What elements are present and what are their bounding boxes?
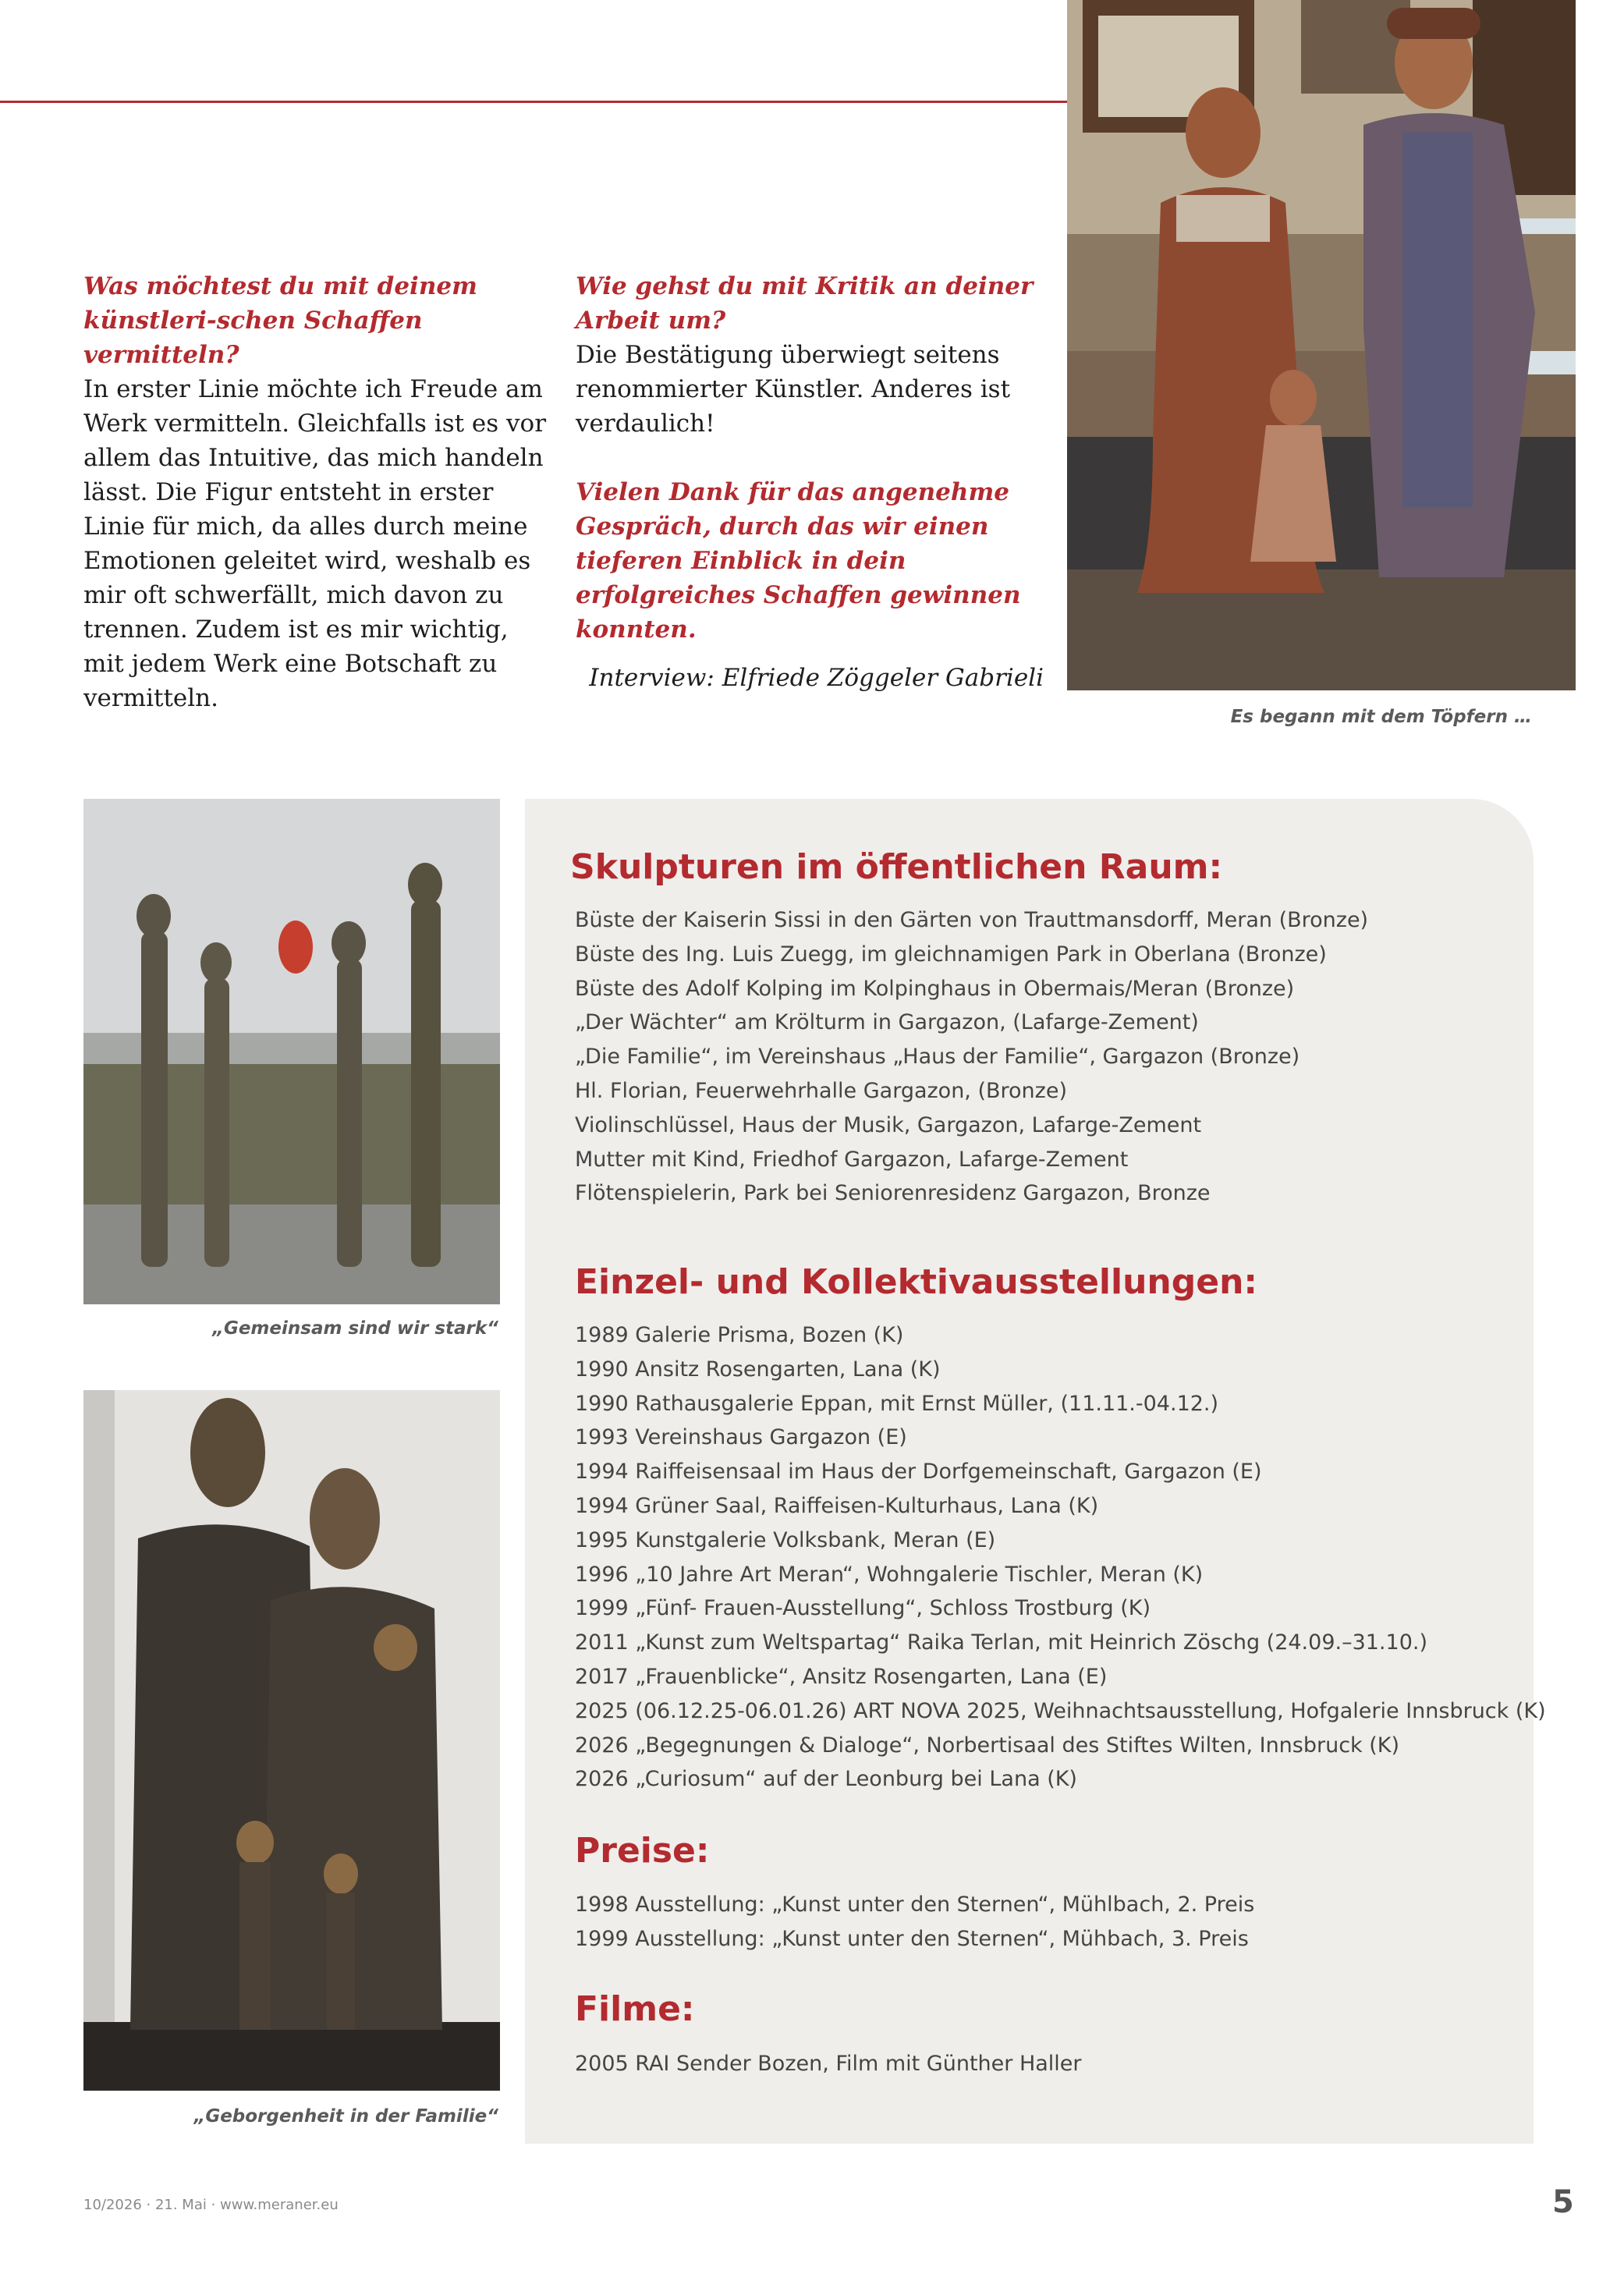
list-ausstellungen — [575, 1318, 1546, 1797]
bronze-family-image — [83, 1390, 500, 2091]
list-item: Mutter mit Kind, Friedhof Gargazon, Lafarge-Zement — [575, 1147, 1129, 1172]
bronze-family-photo — [83, 1390, 500, 2091]
list-item: Büste der Kaiserin Sissi in den Gärten von Trauttmansdorff, Meran (Bronze) — [575, 908, 1369, 932]
interview-question: Was möchtest du mit deinem künstleri-schen Schaffen vermitteln? — [83, 272, 477, 369]
page-number: 5 — [1552, 2184, 1574, 2220]
interview-column-right — [576, 269, 1044, 695]
interview-question: Wie gehst du mit Kritik an deiner Arbeit um? — [576, 272, 1034, 335]
list-item: „Die Familie“, im Vereinshaus „Haus der Familie“, Gargazon (Bronze) — [575, 1045, 1300, 1070]
tall-figures-image — [83, 799, 500, 1304]
list-item: 1994 Raiffeisensaal im Haus der Dorfgemeinschaft, Gargazon (E) — [575, 1460, 1262, 1485]
list-item: 1990 Ansitz Rosengarten, Lana (K) — [575, 1357, 941, 1382]
list-item: 1999 „Fünf- Frauen-Ausstellung“, Schloss Trostburg (K) — [575, 1596, 1151, 1621]
photo-caption: Es begann mit dem Töpfern … — [1230, 707, 1532, 727]
list-item: 1993 Vereinshaus Gargazon (E) — [575, 1425, 907, 1450]
list-item: 1995 Kunstgalerie Volksbank, Meran (E) — [575, 1527, 996, 1552]
photo-caption: „Geborgenheit in der Familie“ — [193, 2106, 498, 2127]
list-item: Violinschlüssel, Haus der Musik, Gargazon, Lafarge-Zement — [575, 1112, 1202, 1137]
list-filme — [575, 2047, 1082, 2081]
section-title-preise: Preise: — [575, 1831, 710, 1871]
interview-answer: Die Bestätigung überwiegt seitens renommierter Künstler. Anderes ist verdaulich! — [576, 341, 1011, 438]
photo-caption: „Gemeinsam sind wir stark“ — [212, 1318, 498, 1339]
list-item: 2025 (06.12.25-06.01.26) ART NOVA 2025, Weihnachtsausstellung, Hofgalerie Innsbruck (K) — [575, 1698, 1546, 1723]
section-title-ausstellungen: Einzel- und Kollektivausstellungen: — [575, 1262, 1257, 1302]
list-item: 2011 „Kunst zum Weltspartag“ Raika Terlan, mit Heinrich Zöschg (24.09.–31.10.) — [575, 1630, 1427, 1655]
interview-thanks: Vielen Dank für das angenehme Gespräch, durch das wir einen tieferen Einblick in dein erfolgreiches Schaffen gewinnen konnten. — [576, 478, 1021, 644]
top-rule — [0, 101, 1067, 103]
list-item: 2026 „Begegnungen & Dialoge“, Norbertisaal des Stiftes Wilten, Innsbruck (K) — [575, 1733, 1400, 1758]
list-item: 1994 Grüner Saal, Raiffeisen-Kulturhaus, Lana (K) — [575, 1493, 1099, 1518]
list-preise — [575, 1888, 1254, 1956]
list-item: Büste des Adolf Kolping im Kolpinghaus in Obermais/Meran (Bronze) — [575, 976, 1295, 1001]
list-item: Büste des Ing. Luis Zuegg, im gleichnamigen Park in Oberlana (Bronze) — [575, 942, 1327, 967]
section-title-skulpturen: Skulpturen im öffentlichen Raum: — [570, 847, 1223, 887]
interview-signature: Interview: Elfriede Zöggeler Gabrieli — [589, 664, 1044, 692]
spacer — [576, 441, 1044, 475]
ceramic-figures-photo — [1067, 0, 1576, 690]
list-item: 1989 Galerie Prisma, Bozen (K) — [575, 1323, 904, 1347]
list-item: 1996 „10 Jahre Art Meran“, Wohngalerie Tischler, Meran (K) — [575, 1562, 1204, 1587]
list-item: Hl. Florian, Feuerwehrhalle Gargazon, (Bronze) — [575, 1078, 1067, 1103]
list-item: 2005 RAI Sender Bozen, Film mit Günther Haller — [575, 2052, 1082, 2076]
list-item: 1998 Ausstellung: „Kunst unter den Sternen“, Mühlbach, 2. Preis — [575, 1893, 1255, 1917]
list-item: Flötenspielerin, Park bei Seniorenresidenz Gargazon, Bronze — [575, 1181, 1211, 1206]
list-item: 2017 „Frauenblicke“, Ansitz Rosengarten, Lana (E) — [575, 1664, 1108, 1689]
section-title-filme: Filme: — [575, 1989, 695, 2029]
list-item: 1990 Rathausgalerie Eppan, mit Ernst Müller, (11.11.-04.12.) — [575, 1391, 1219, 1416]
footer-issue: 10/2026 · 21. Mai · www.meraner.eu — [83, 2197, 339, 2213]
tall-figures-photo — [83, 799, 500, 1304]
interview-column-left — [83, 269, 551, 715]
list-skulpturen — [575, 903, 1368, 1211]
ceramic-figures-image — [1067, 0, 1576, 690]
list-item: 1999 Ausstellung: „Kunst unter den Sternen“, Mühbach, 3. Preis — [575, 1926, 1249, 1951]
interview-answer: In erster Linie möchte ich Freude am Werk vermitteln. Gleichfalls ist es vor allem das Intuitive, das mich handeln lässt. Die Figur entsteht in erster Linie für mich, da alles durch meine Emotionen geleitet wird, weshalb es mir oft schwerfällt, mich davon zu trennen. Zudem ist es mir wichtig, mit jedem Werk eine Botschaft zu vermitteln. — [83, 375, 547, 712]
list-item: 2026 „Curiosum“ auf der Leonburg bei Lana (K) — [575, 1767, 1077, 1792]
list-item: „Der Wächter“ am Krölturm in Gargazon, (Lafarge-Zement) — [575, 1010, 1199, 1035]
